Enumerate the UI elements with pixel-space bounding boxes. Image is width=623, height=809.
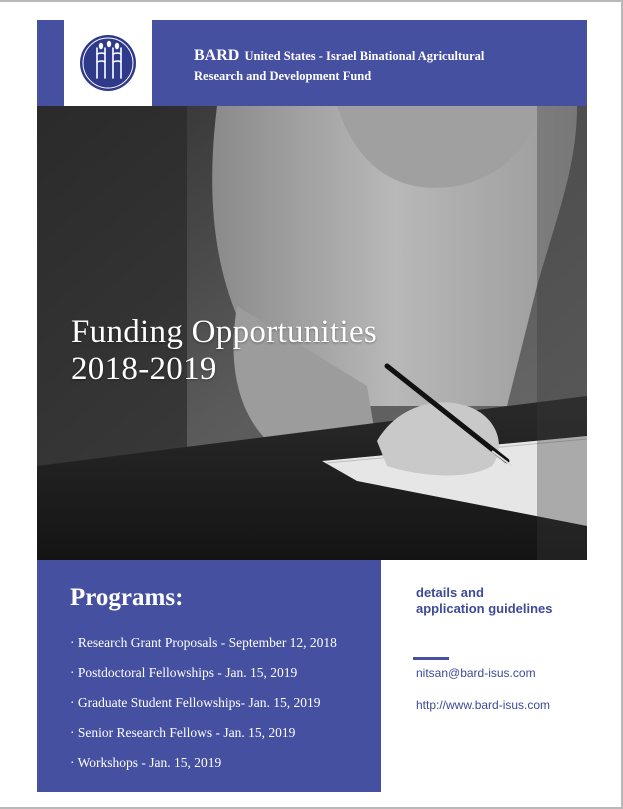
- page-title: [71, 314, 377, 388]
- program-item: · Postdoctoral Fellowships - Jan. 15, 2019: [70, 665, 298, 680]
- details-heading-line1: details and: [416, 585, 484, 600]
- page-border-top: [0, 0, 623, 2]
- bard-wheat-logo-icon: [79, 34, 137, 92]
- header-bar: [37, 20, 587, 106]
- program-item: · Senior Research Fellows - Jan. 15, 2019: [70, 725, 296, 740]
- organization-acronym: BARD: [194, 47, 240, 64]
- contact-website-link[interactable]: http://www.bard-isus.com: [416, 698, 551, 712]
- page-title-line2: 2018-2019: [71, 351, 217, 387]
- programs-list: [70, 635, 337, 785]
- program-item: · Workshops - Jan. 15, 2019: [70, 755, 222, 770]
- page-title-line1: Funding Opportunities: [71, 314, 378, 350]
- programs-panel: [37, 560, 381, 792]
- details-heading-line2: application guidelines: [416, 601, 553, 616]
- flyer-page: [37, 20, 587, 792]
- details-heading: [416, 585, 586, 617]
- programs-heading: Programs:: [70, 584, 184, 611]
- contact-email-link[interactable]: nitsan@bard-isus.com: [416, 666, 536, 680]
- program-item: · Graduate Student Fellowships- Jan. 15, 2019: [70, 695, 321, 710]
- program-item: · Research Grant Proposals - September 12, 2018: [70, 635, 337, 650]
- organization-name: [194, 46, 574, 86]
- logo-box: [64, 20, 152, 106]
- organization-name-line1: United States - Israel Binational Agricultural: [244, 49, 485, 63]
- contact-divider: [413, 657, 449, 660]
- organization-name-line2: Research and Development Fund: [194, 69, 372, 83]
